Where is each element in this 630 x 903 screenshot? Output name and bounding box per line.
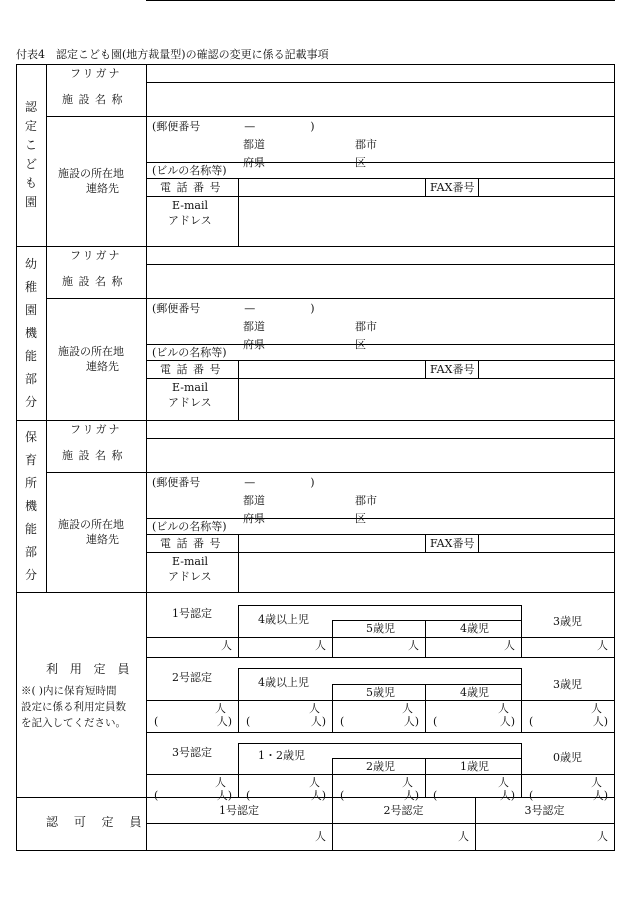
email-label-2-nintei: アドレス xyxy=(168,214,212,227)
fuken-label-nintei: 府県 xyxy=(243,156,265,169)
tel-input-hoikusho[interactable] xyxy=(239,535,424,552)
capacity-nintei2-unit-2: 人 xyxy=(402,702,413,715)
approved-input-2[interactable] xyxy=(333,824,475,850)
approved-unit-1: 人 xyxy=(315,830,326,843)
capacity-note-1: ※( )内に保育短時間 xyxy=(21,685,117,697)
approved-h2: 2号認定 xyxy=(383,804,424,817)
email-label-2-youchien: アドレス xyxy=(168,396,212,409)
capacity-nintei3-paren-unit-0: 人) xyxy=(216,789,232,802)
capacity-nintei3-input-2[interactable] xyxy=(333,775,425,797)
tel-input-youchien[interactable] xyxy=(239,361,424,378)
noop xyxy=(146,0,615,1)
approved-h3: 3号認定 xyxy=(524,804,565,817)
furigana-input-youchien[interactable] xyxy=(147,247,613,264)
capacity-nintei1-age5: 5歳児 xyxy=(366,622,395,635)
capacity-nintei3-unit-4: 人 xyxy=(591,776,602,789)
capacity-nintei1-unit-0: 人 xyxy=(221,639,232,652)
capacity-nintei2-paren-unit-0: 人) xyxy=(216,715,232,728)
capacity-nintei2-age4: 4歳児 xyxy=(460,686,489,699)
address-input-nintei[interactable] xyxy=(147,117,613,162)
capacity-nintei2-unit-1: 人 xyxy=(309,702,320,715)
capacity-nintei2-paren-unit-2: 人) xyxy=(403,715,419,728)
capacity-nintei2-paren-unit-4: 人) xyxy=(592,715,608,728)
capacity-nintei3-input-1[interactable] xyxy=(239,775,332,797)
building-label-hoikusho: (ビルの名称等) xyxy=(152,520,227,533)
approved-unit-3: 人 xyxy=(597,830,608,843)
tel-label-youchien: 電 話 番 号 xyxy=(160,363,222,376)
capacity-nintei1-input-4[interactable] xyxy=(522,638,614,657)
facility-name-label-hoikusho: 施 設 名 称 xyxy=(62,449,124,462)
capacity-nintei2-input-0[interactable] xyxy=(147,701,238,732)
capacity-nintei2-paren-unit-1: 人) xyxy=(310,715,326,728)
capacity-nintei3-paren-unit-2: 人) xyxy=(403,789,419,802)
capacity-nintei3-age0: 0歳児 xyxy=(553,751,582,764)
email-input-nintei[interactable] xyxy=(239,197,613,246)
contact-label-nintei: 連絡先 xyxy=(86,182,119,195)
capacity-nintei3-input-4[interactable] xyxy=(522,775,614,797)
capacity-nintei3-input-3[interactable] xyxy=(426,775,521,797)
facility-name-input-youchien[interactable] xyxy=(147,265,613,298)
capacity-nintei3-unit-0: 人 xyxy=(215,776,226,789)
furigana-label-youchien: フリガナ xyxy=(70,249,122,262)
ku-label-nintei: 区 xyxy=(355,156,366,169)
facility-name-label-nintei: 施 設 名 称 xyxy=(62,93,124,106)
capacity-nintei1-unit-2: 人 xyxy=(408,639,419,652)
ku-label-youchien: 区 xyxy=(355,338,366,351)
capacity-nintei2-input-4[interactable] xyxy=(522,701,614,732)
capacity-nintei3-label: 3号認定 xyxy=(172,746,212,759)
capacity-nintei2-unit-4: 人 xyxy=(591,702,602,715)
capacity-nintei3-paren-open-1: ( xyxy=(246,789,251,802)
fax-label-nintei: FAX番号 xyxy=(430,181,475,194)
facility-name-input-hoikusho[interactable] xyxy=(147,439,613,472)
capacity-nintei2-unit-0: 人 xyxy=(215,702,226,715)
section-divider-hoikusho xyxy=(16,592,615,593)
fax-input-nintei[interactable] xyxy=(479,179,613,196)
location-label-hoikusho: 施設の所在地 xyxy=(58,518,124,531)
capacity-nintei3-age2: 2歳児 xyxy=(366,760,395,773)
fax-input-youchien[interactable] xyxy=(479,361,613,378)
capacity-nintei1-unit-4: 人 xyxy=(597,639,608,652)
capacity-nintei1-age3: 3歳児 xyxy=(553,615,582,628)
table-bottom-border xyxy=(16,850,615,851)
furigana-label-nintei: フリガナ xyxy=(70,67,122,80)
todo-label-nintei: 都道 xyxy=(243,138,265,151)
cap-subheader-top-nintei2 xyxy=(332,684,522,685)
postal-code-label-nintei: (郵便番号 — ) xyxy=(152,120,315,133)
cap-subheader-top-nintei3 xyxy=(332,758,522,759)
capacity-nintei3-input-0[interactable] xyxy=(147,775,238,797)
cap-subheader-top-nintei1 xyxy=(332,620,522,621)
capacity-nintei1-label: 1号認定 xyxy=(172,607,212,620)
fuken-label-hoikusho: 府県 xyxy=(243,512,265,525)
gunshi-label-youchien: 郡市 xyxy=(355,320,377,333)
building-label-youchien: (ビルの名称等) xyxy=(152,346,227,359)
capacity-label: 利 用 定 員 xyxy=(46,662,134,676)
capacity-nintei3-paren-open-4: ( xyxy=(529,789,534,802)
furigana-input-nintei[interactable] xyxy=(147,65,613,82)
postal-code-label-youchien: (郵便番号 — ) xyxy=(152,302,315,315)
tel-input-nintei[interactable] xyxy=(239,179,424,196)
gunshi-label-hoikusho: 郡市 xyxy=(355,494,377,507)
cap-header-top-nintei3 xyxy=(238,743,522,744)
fax-label-left-hoikusho xyxy=(425,534,426,553)
capacity-nintei2-age3: 3歳児 xyxy=(553,678,582,691)
approved-h1: 1号認定 xyxy=(219,804,259,817)
capacity-nintei1-input-1[interactable] xyxy=(239,638,332,657)
section-label-divider-youchien xyxy=(46,246,47,421)
gunshi-label-nintei: 郡市 xyxy=(355,138,377,151)
capacity-nintei3-paren-open-2: ( xyxy=(340,789,345,802)
approved-input-3[interactable] xyxy=(476,824,614,850)
capacity-nintei1-unit-3: 人 xyxy=(504,639,515,652)
section-label-divider-nintei xyxy=(46,64,47,247)
fax-input-hoikusho[interactable] xyxy=(479,535,613,552)
facility-name-label-youchien: 施 設 名 称 xyxy=(62,275,124,288)
building-row-top-hoikusho xyxy=(146,518,615,519)
capacity-nintei1-input-2[interactable] xyxy=(333,638,425,657)
capacity-nintei2-paren-open-2: ( xyxy=(340,715,345,728)
capacity-nintei1-age4: 4歳児 xyxy=(460,622,489,635)
capacity-nintei1-input-0[interactable] xyxy=(147,638,238,657)
capacity-nintei3-unit-1: 人 xyxy=(309,776,320,789)
fax-label-hoikusho: FAX番号 xyxy=(430,537,475,550)
furigana-label-hoikusho: フリガナ xyxy=(70,423,122,436)
capacity-nintei2-paren-open-1: ( xyxy=(246,715,251,728)
location-label-nintei: 施設の所在地 xyxy=(58,167,124,180)
capacity-nintei1-input-3[interactable] xyxy=(426,638,521,657)
tel-label-nintei: 電 話 番 号 xyxy=(160,181,222,194)
email-label-1-hoikusho: E-mail xyxy=(172,555,208,568)
building-row-top-nintei xyxy=(146,162,615,163)
location-label-youchien: 施設の所在地 xyxy=(58,345,124,358)
todo-label-youchien: 都道 xyxy=(243,320,265,333)
table-left-border xyxy=(16,64,17,851)
postal-code-label-hoikusho: (郵便番号 — ) xyxy=(152,476,315,489)
ku-label-hoikusho: 区 xyxy=(355,512,366,525)
furigana-input-hoikusho[interactable] xyxy=(147,421,613,438)
cap-header-top-nintei1 xyxy=(238,605,522,606)
capacity-nintei3-unit-3: 人 xyxy=(498,776,509,789)
contact-label-youchien: 連絡先 xyxy=(86,360,119,373)
approved-input-1[interactable] xyxy=(147,824,332,850)
section-label-nintei: 認 定 こ ど も 園 xyxy=(24,100,37,209)
tel-label-hoikusho: 電 話 番 号 xyxy=(160,537,222,550)
capacity-nintei2-paren-open-4: ( xyxy=(529,715,534,728)
email-label-1-youchien: E-mail xyxy=(172,381,208,394)
facility-name-input-nintei[interactable] xyxy=(147,83,613,116)
capacity-nintei2-input-1[interactable] xyxy=(239,701,332,732)
address-input-hoikusho[interactable] xyxy=(147,473,613,518)
capacity-nintei3-paren-unit-1: 人) xyxy=(310,789,326,802)
capacity-nintei2-paren-open-0: ( xyxy=(154,715,159,728)
section-label-hoikusho: 保 育 所 機 能 部 分 xyxy=(24,429,37,582)
email-input-youchien[interactable] xyxy=(239,379,613,420)
email-label-1-nintei: E-mail xyxy=(172,199,208,212)
fax-label-left-nintei xyxy=(425,178,426,197)
capacity-nintei3-paren-open-0: ( xyxy=(154,789,159,802)
cap-header-top-nintei2 xyxy=(238,668,522,669)
capacity-nintei3-paren-open-3: ( xyxy=(433,789,438,802)
fuken-label-youchien: 府県 xyxy=(243,338,265,351)
form-title: 付表4 認定こども園(地方裁量型)の確認の変更に係る記載事項 xyxy=(16,48,329,61)
capacity-nintei2-label: 2号認定 xyxy=(172,671,212,684)
contact-label-hoikusho: 連絡先 xyxy=(86,533,119,546)
email-input-hoikusho[interactable] xyxy=(239,553,613,592)
todo-label-hoikusho: 都道 xyxy=(243,494,265,507)
capacity-block-top-nintei2 xyxy=(146,657,615,658)
capacity-nintei2-paren-unit-3: 人) xyxy=(499,715,515,728)
capacity-note-2: 設定に係る利用定員数 xyxy=(21,701,126,713)
building-label-nintei: (ビルの名称等) xyxy=(152,164,227,177)
capacity-nintei3-paren-unit-4: 人) xyxy=(592,789,608,802)
capacity-nintei1-unit-1: 人 xyxy=(315,639,326,652)
capacity-nintei1-age4up: 4歳以上児 xyxy=(258,613,309,626)
capacity-block-top-nintei3 xyxy=(146,732,615,733)
capacity-nintei2-age5: 5歳児 xyxy=(366,686,395,699)
capacity-nintei3-paren-unit-3: 人) xyxy=(499,789,515,802)
address-input-youchien[interactable] xyxy=(147,299,613,344)
capacity-note-3: を記入してください。 xyxy=(21,717,126,729)
section-label-divider-hoikusho xyxy=(46,420,47,593)
section-label-youchien: 幼 稚 園 機 能 部 分 xyxy=(24,256,37,409)
capacity-nintei2-paren-open-3: ( xyxy=(433,715,438,728)
capacity-nintei2-unit-3: 人 xyxy=(498,702,509,715)
capacity-nintei3-age12: 1・2歳児 xyxy=(258,749,305,762)
capacity-nintei3-age1: 1歳児 xyxy=(460,760,489,773)
approved-unit-2: 人 xyxy=(458,830,469,843)
fax-label-left-youchien xyxy=(425,360,426,379)
approved-label: 認 可 定 員 xyxy=(46,815,148,829)
capacity-nintei3-unit-2: 人 xyxy=(402,776,413,789)
building-row-top-youchien xyxy=(146,344,615,345)
fax-label-youchien: FAX番号 xyxy=(430,363,475,376)
capacity-nintei2-input-3[interactable] xyxy=(426,701,521,732)
capacity-nintei2-age4up: 4歳以上児 xyxy=(258,676,309,689)
capacity-nintei2-input-2[interactable] xyxy=(333,701,425,732)
email-label-2-hoikusho: アドレス xyxy=(168,570,212,583)
